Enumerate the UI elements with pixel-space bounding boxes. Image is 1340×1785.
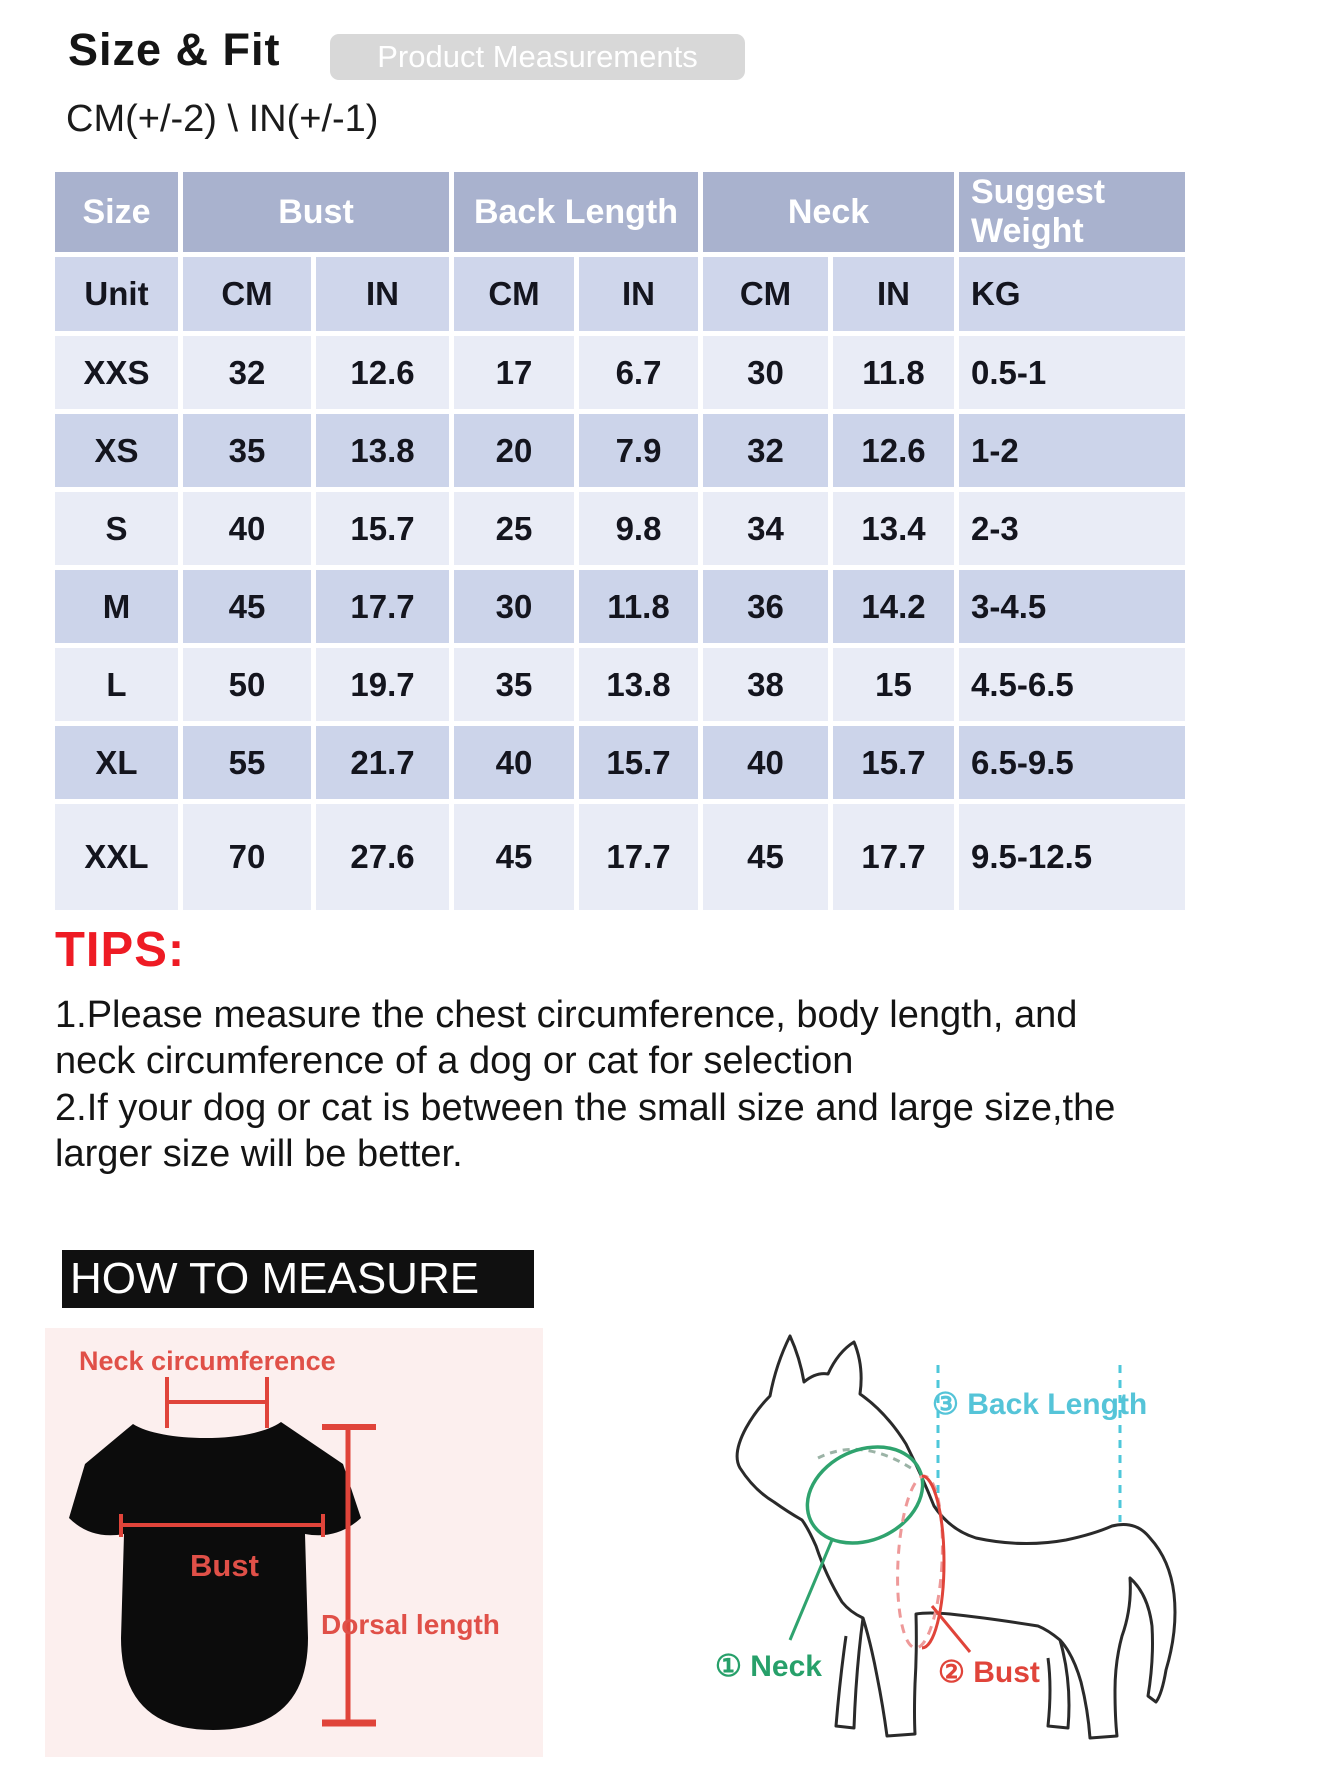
header-cell: Bust <box>183 172 449 252</box>
dog-measure-diagram <box>620 1310 1340 1780</box>
size-cell: XXS <box>55 336 178 409</box>
size-cell: 27.6 <box>316 804 449 910</box>
tshirt-diagram-svg <box>45 1328 543 1757</box>
header-cell: Back Length <box>454 172 698 252</box>
size-cell: 40 <box>454 726 574 799</box>
neck-pointer-line <box>790 1540 832 1640</box>
size-cell: 40 <box>183 492 311 565</box>
size-cell: L <box>55 648 178 721</box>
dog-diagram-svg <box>620 1310 1340 1780</box>
size-cell: 70 <box>183 804 311 910</box>
how-to-measure-heading <box>62 1250 534 1308</box>
size-cell: 4.5-6.5 <box>959 648 1185 721</box>
size-cell: 6.5-9.5 <box>959 726 1185 799</box>
size-cell: 45 <box>454 804 574 910</box>
size-cell: 35 <box>183 414 311 487</box>
size-cell: 17.7 <box>833 804 954 910</box>
size-cell: 30 <box>703 336 828 409</box>
size-cell: 40 <box>703 726 828 799</box>
header-cell: Neck <box>703 172 954 252</box>
header-cell: Suggest Weight <box>959 172 1185 252</box>
dog-bust-label: ② Bust <box>938 1656 1040 1689</box>
size-cell: 45 <box>703 804 828 910</box>
size-cell: 34 <box>703 492 828 565</box>
size-cell: 3-4.5 <box>959 570 1185 643</box>
size-cell: 15 <box>833 648 954 721</box>
size-cell: 36 <box>703 570 828 643</box>
size-cell: 55 <box>183 726 311 799</box>
shirt-neck-label: Neck circumference <box>79 1346 336 1376</box>
tips-heading: TIPS: <box>55 923 186 977</box>
size-cell: 14.2 <box>833 570 954 643</box>
size-table <box>55 172 1185 910</box>
tips-item-2: 2.If your dog or cat is between the small size and large size,the larger size will be better. <box>55 1086 1116 1176</box>
dog-far-rear-leg <box>1048 1640 1069 1728</box>
dog-far-front-leg <box>836 1618 863 1728</box>
size-cell: 50 <box>183 648 311 721</box>
size-cell: 1-2 <box>959 414 1185 487</box>
size-cell: 7.9 <box>579 414 698 487</box>
size-cell: 45 <box>183 570 311 643</box>
size-cell: 9.5-12.5 <box>959 804 1185 910</box>
header-cell: Size <box>55 172 178 252</box>
size-cell: 11.8 <box>833 336 954 409</box>
size-cell: S <box>55 492 178 565</box>
shirt-dorsal-label: Dorsal length <box>321 1609 500 1640</box>
tips-item-1: 1.Please measure the chest circumference, body length, and neck circumference of a dog or cat for selection <box>55 994 1078 1083</box>
size-cell: 35 <box>454 648 574 721</box>
tolerance-note: CM(+/-2) \ IN(+/-1) <box>66 98 379 140</box>
unit-cell: IN <box>579 257 698 331</box>
shirt-bust-label: Bust <box>190 1548 259 1583</box>
size-cell: 0.5-1 <box>959 336 1185 409</box>
size-cell: XXL <box>55 804 178 910</box>
size-cell: 9.8 <box>579 492 698 565</box>
size-cell: 17 <box>454 336 574 409</box>
unit-cell: Unit <box>55 257 178 331</box>
unit-cell: CM <box>703 257 828 331</box>
size-cell: 15.7 <box>579 726 698 799</box>
size-cell: 17.7 <box>316 570 449 643</box>
size-cell: 15.7 <box>833 726 954 799</box>
size-cell: M <box>55 570 178 643</box>
size-cell: 32 <box>703 414 828 487</box>
size-cell: 25 <box>454 492 574 565</box>
unit-cell: CM <box>454 257 574 331</box>
unit-cell: KG <box>959 257 1185 331</box>
page-title: Size & Fit <box>68 24 281 75</box>
size-cell: 13.8 <box>579 648 698 721</box>
size-cell: 12.6 <box>833 414 954 487</box>
size-cell: 17.7 <box>579 804 698 910</box>
size-cell: 12.6 <box>316 336 449 409</box>
unit-cell: IN <box>316 257 449 331</box>
size-cell: 13.8 <box>316 414 449 487</box>
size-cell: 19.7 <box>316 648 449 721</box>
dog-back-length-label: ③ Back Length <box>932 1388 1148 1421</box>
size-cell: 32 <box>183 336 311 409</box>
dog-neck-label: ① Neck <box>715 1650 822 1683</box>
tips-section <box>55 922 1145 1177</box>
tshirt-measure-diagram <box>45 1328 543 1757</box>
badge-label: Product Measurements <box>377 39 698 74</box>
product-measurements-badge <box>330 34 745 80</box>
size-cell: 13.4 <box>833 492 954 565</box>
size-cell: 38 <box>703 648 828 721</box>
size-cell: 6.7 <box>579 336 698 409</box>
size-cell: XS <box>55 414 178 487</box>
size-cell: 15.7 <box>316 492 449 565</box>
unit-cell: IN <box>833 257 954 331</box>
size-cell: 11.8 <box>579 570 698 643</box>
size-cell: XL <box>55 726 178 799</box>
size-cell: 20 <box>454 414 574 487</box>
unit-cell: CM <box>183 257 311 331</box>
size-cell: 2-3 <box>959 492 1185 565</box>
how-to-measure-label: HOW TO MEASURE <box>70 1254 480 1303</box>
size-cell: 21.7 <box>316 726 449 799</box>
size-cell: 30 <box>454 570 574 643</box>
